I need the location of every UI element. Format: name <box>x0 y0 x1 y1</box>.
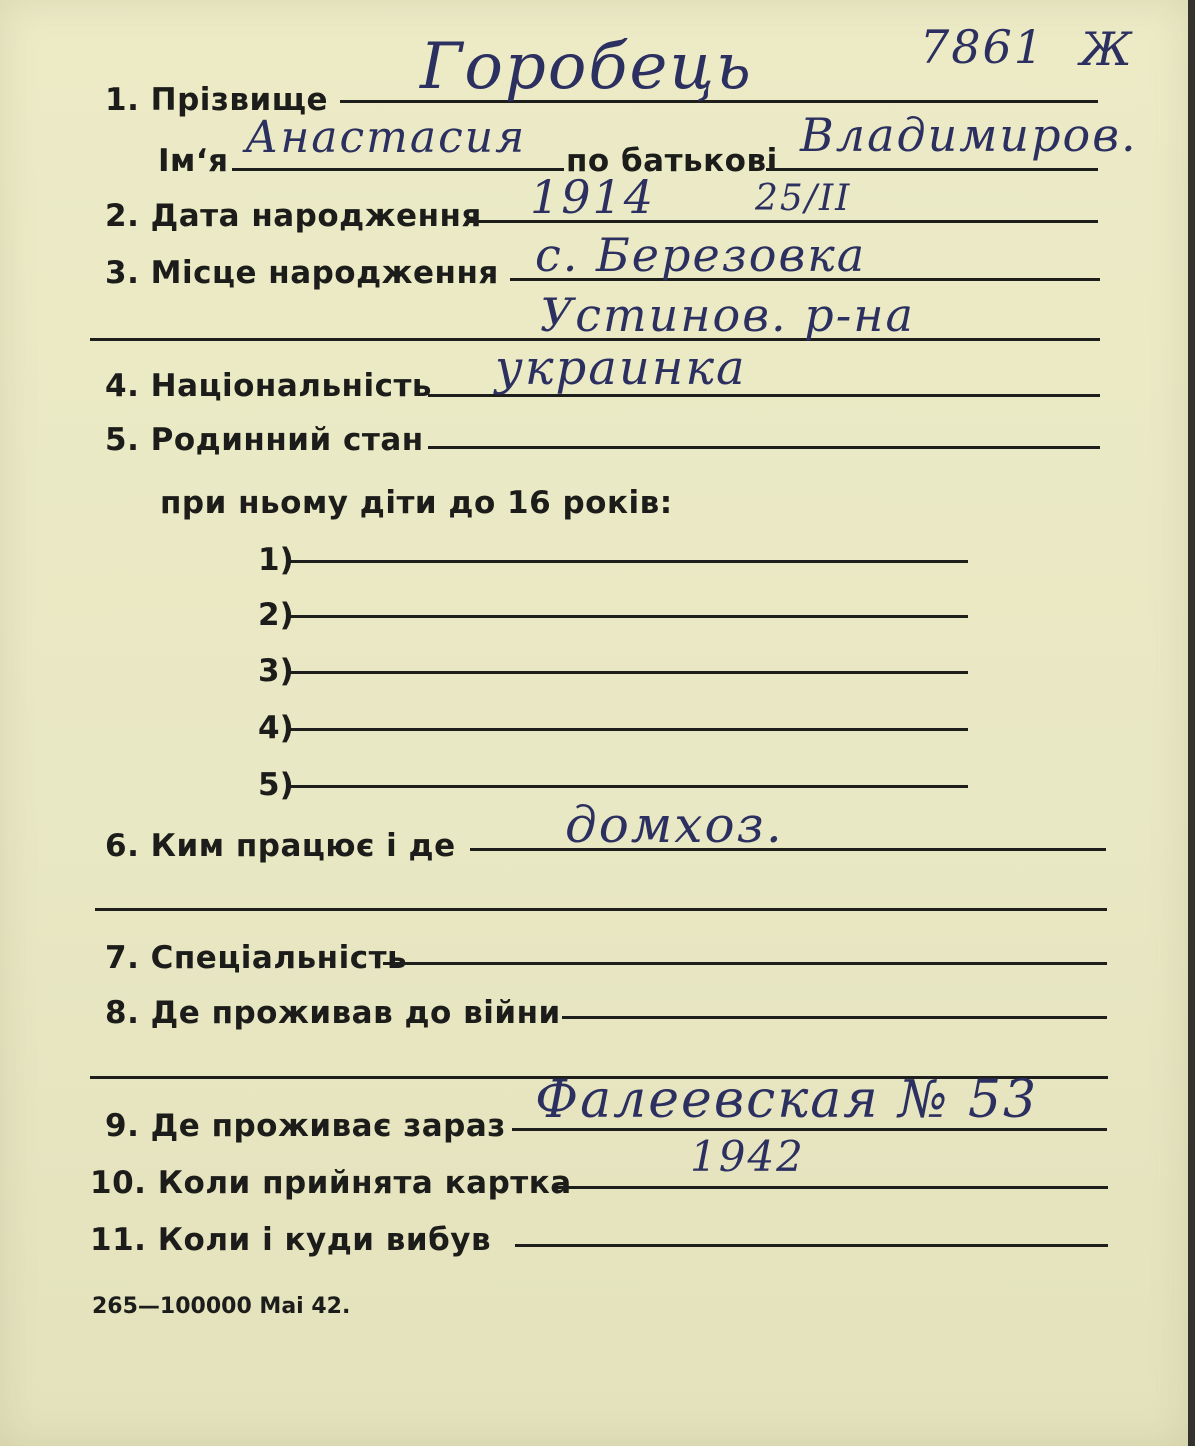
card-accepted-label: 10. Коли прийнята картка <box>90 1165 572 1201</box>
specialty-line <box>383 962 1107 965</box>
marital-status-label: 5. Родинний стан <box>105 422 424 458</box>
prewar-residence-label: 8. Де проживав до війни <box>105 995 561 1031</box>
child-2-line <box>290 615 968 618</box>
birth-place-value-1: с. Березовка <box>535 228 867 282</box>
scan-edge <box>1188 0 1195 1446</box>
child-4-line <box>290 728 968 731</box>
nationality-label: 4. Національність <box>105 368 433 404</box>
child-5-label: 5) <box>258 767 294 803</box>
first-name-value: Анастасия <box>245 112 527 163</box>
surname-value: Горобець <box>420 30 753 104</box>
nationality-value: украинка <box>495 340 747 396</box>
prewar-residence-line <box>562 1016 1107 1019</box>
first-name-line <box>232 168 564 171</box>
first-name-label: Ім‘я <box>158 143 229 179</box>
surname-label: 1. Прізвище <box>105 82 329 118</box>
departure-line <box>515 1244 1108 1247</box>
child-4-label: 4) <box>258 710 294 746</box>
occupation-value: домхоз. <box>565 796 784 854</box>
child-5-line <box>290 785 968 788</box>
specialty-label: 7. Спеціальність <box>105 940 408 976</box>
current-residence-label: 9. Де проживає зараз <box>105 1108 506 1144</box>
current-residence-value: Фалеевская № 53 <box>535 1070 1039 1130</box>
child-2-label: 2) <box>258 597 294 633</box>
reference-number: 7861 <box>920 20 1046 74</box>
occupation-label: 6. Ким працює і де <box>105 828 456 864</box>
birth-place-value-2: Устинов. р-на <box>540 288 915 342</box>
patronymic-label: по батькові <box>566 143 778 179</box>
child-1-line <box>290 560 968 563</box>
child-1-label: 1) <box>258 542 294 578</box>
marital-status-line <box>428 446 1100 449</box>
card-accepted-line <box>556 1186 1108 1189</box>
children-label: при ньому діти до 16 років: <box>160 485 673 521</box>
print-mark: 265—100000 Mai 42. <box>92 1294 351 1319</box>
card-accepted-value: 1942 <box>690 1132 805 1181</box>
birth-year-value: 1914 <box>530 170 656 224</box>
birth-day-value: 25/II <box>755 178 852 219</box>
birth-place-label: 3. Місце народження <box>105 255 499 291</box>
child-3-line <box>290 671 968 674</box>
birth-date-label: 2. Дата народження <box>105 198 482 234</box>
departure-label: 11. Коли і куди вибув <box>90 1222 492 1258</box>
reference-suffix: Ж <box>1080 22 1134 76</box>
occupation-line-2 <box>95 908 1107 911</box>
patronymic-line <box>766 168 1098 171</box>
child-3-label: 3) <box>258 653 294 689</box>
patronymic-value: Владимиров. <box>800 108 1138 162</box>
